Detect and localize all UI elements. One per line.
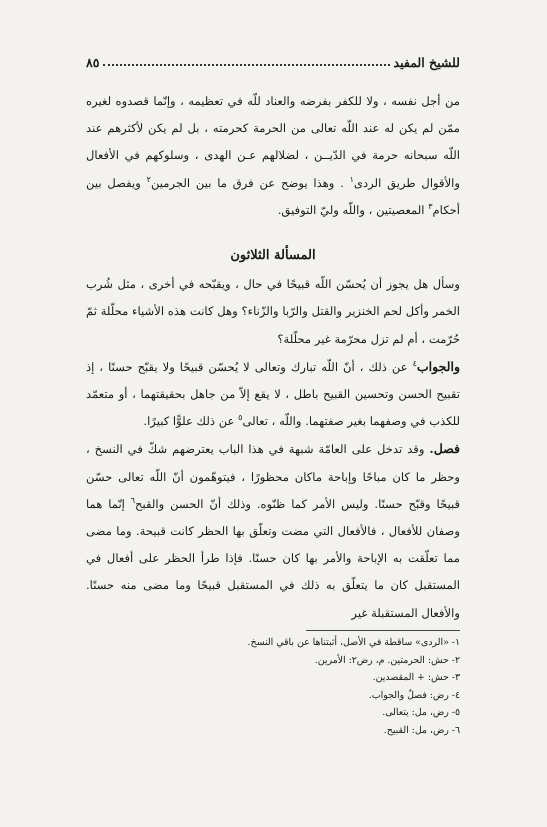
paragraph-1-text-d: المعصيتين ، واللّه وليّ التوفيق. [277, 202, 429, 217]
footnote: ٤- رض: فصلٌ والجواب. [368, 689, 460, 701]
paragraph-3 [86, 353, 460, 436]
paragraph-3-text: عن ذلك ، أنّ اللّه تبارك وتعالى لا يُحسّن قبيحًا ولا يقبّح حسنًا ، إذ تقبيح الحسن وتحسين القبيح باطل ، لا يقع إلاّ من جاهل بحقيقتهما ، أو متعمّد للكذب في وصفهما بغير صفتهما. واللّه ، تعالى [86, 359, 460, 429]
footnotes [160, 634, 460, 739]
running-header [86, 50, 460, 74]
header-dot-leader [103, 64, 389, 66]
paragraph-1-text: من أجل نفسه ، ولا للكفر بفرضه والعناد للّه في تعظيمه ، وإنّما قصدوه لغيره ممّن لم يكن له عند اللّه تعالى من الحرمة كحرمته ، بل لم يكن لأكثرهم عند اللّه سبحانه حرمة في الدّيــن ، لضلالهم عـن الهدى ، وسلوكهم في الأفعال والأقوال طريق الردى [86, 94, 461, 190]
footnote: ٣- حش: + المقصدين. [372, 672, 460, 683]
paragraph-4-text-b: إنّما هما وصفان للأفعال ، فالأفعال التي مضت وتعلّق بها الحظر كانت قبيحة. وما مضى مما تعلّقت به الإباحة والأمر بها كان حسنًا. فإذا طرأ الحظر على أفعال في المستقبل كان ما يتعلّق به ذلك في المستقبل قبيحًا وما مضى منه حسنًا. والأفعال المستقبلة غير [86, 496, 460, 620]
footnote: ٥- رض، مل: يتعالى. [382, 707, 460, 718]
answer-lead: والجواب [416, 358, 460, 374]
footnote-ref-3: ٣ [428, 201, 433, 211]
paragraph-1-text-b: . وهذا يوضح عن فرق ما بين الجرمين [150, 175, 350, 190]
main-text [86, 88, 460, 627]
section-heading: المسألة الثلاثون [230, 248, 316, 264]
paragraph-1-text-c: ويفصل بين أحكام [86, 175, 460, 217]
footnote: ٢- حش: الحرمتين. م، رض٢: الأمرين. [314, 654, 460, 666]
paragraph-3-text-b: عن ذلك علوًّا كبيرًا. [143, 414, 239, 429]
footnote-ref-4: ٤ [412, 358, 417, 368]
footnote-divider [306, 630, 460, 631]
paragraph-4 [86, 435, 460, 626]
paragraph-4-text: وقد تدخل على العامّة شبهة في هذا الباب يعترضهم شكّ في النسخ ، وحظر ما كان مباحًا وإباحة ماكان محظورًا ، فيتوهّمون أنّ اللّه تعالى حسّن قبيحًا وقبّح حسنًا. وليس الأمر كما ظنّوه. وذلك أنّ الحسن والقبح [86, 442, 460, 511]
footnote-ref-1: ١ [349, 174, 354, 184]
footnote-ref-2: ٢ [146, 174, 151, 184]
paragraph-1 [86, 88, 460, 224]
footnote: ٦- رض، مل: القبيح. [383, 724, 460, 736]
page-number: ٨٥ [86, 54, 100, 70]
header-title: للشيخ المفيد [393, 54, 460, 70]
footnote-ref-5: ٥ [238, 413, 243, 423]
footnote: ١- «الردى» ساقطة في الأصل، أثبتناها عن باقي النسخ. [247, 637, 460, 648]
paragraph-2: وسأل هل يجوز أن يُحسّن اللّه قبيحًا في حال ، ويقبّحه في أخرى ، مثل شُرب الخمر وأكل لحم الخنزير والقتل والرّبا والزّناء؟ وهل كانت هذه الأشياء محلّلة ثمّ حُرّمت ، أم لم تزل محرّمة غير محلّلة؟ [86, 277, 460, 346]
section-lead: فصل. [429, 441, 460, 457]
footnote-ref-6: ٦ [130, 495, 136, 505]
